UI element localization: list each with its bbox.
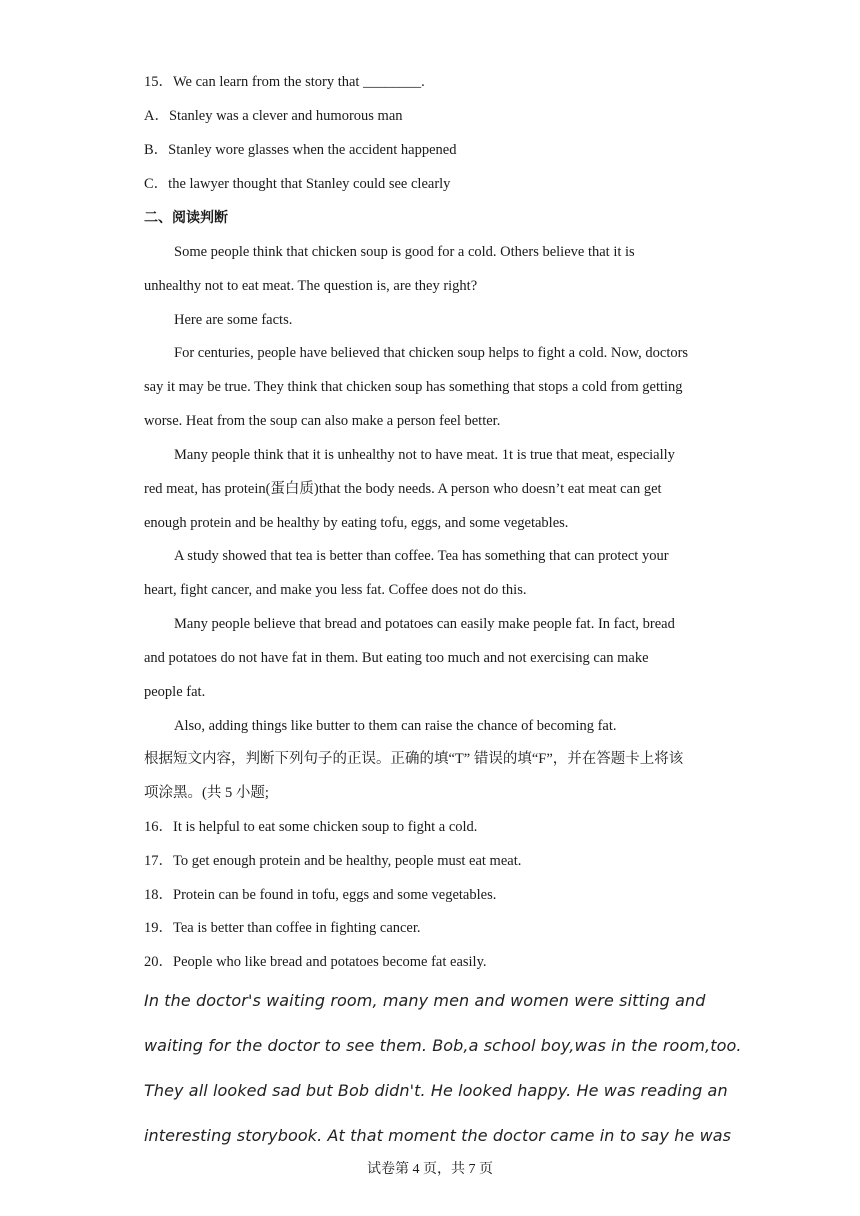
passage-line: unhealthy not to eat meat. The question is, are they right?: [144, 278, 478, 294]
handwritten-line: They all looked sad but Bob didn't. He looked happy. He was reading an: [144, 1081, 728, 1100]
passage-line: Many people believe that bread and potatoes can easily make people fat. In fact, bread: [174, 616, 675, 632]
page-footer: 试卷第 4 页，共 7 页: [367, 1162, 493, 1177]
question-15-stem: 15．We can learn from the story that ________.: [144, 74, 425, 90]
question-17: 17．To get enough protein and be healthy, people must eat meat.: [144, 853, 522, 869]
passage-line: people fat.: [144, 684, 206, 700]
passage-line: heart, fight cancer, and make you less fat. Coffee does not do this.: [144, 582, 527, 598]
passage-line: worse. Heat from the soup can also make a person feel better.: [144, 413, 501, 429]
passage-line: Also, adding things like butter to them can raise the chance of becoming fat.: [174, 718, 617, 734]
handwritten-line: interesting storybook. At that moment the doctor came in to say he was: [144, 1126, 732, 1145]
passage-line: Some people think that chicken soup is good for a cold. Others believe that it is: [174, 244, 635, 260]
passage-line: For centuries, people have believed that chicken soup helps to fight a cold. Now, doctors: [174, 345, 689, 361]
passage-line: A study showed that tea is better than coffee. Tea has something that can protect your: [174, 548, 669, 564]
option-b: B．Stanley wore glasses when the accident happened: [144, 142, 457, 158]
passage-line: say it may be true. They think that chicken soup has something that stops a cold from getting: [144, 379, 683, 395]
section-heading: 二、阅读判断: [144, 210, 228, 226]
handwritten-line: In the doctor's waiting room, many men and women were sitting and: [144, 991, 706, 1010]
question-18: 18．Protein can be found in tofu, eggs and some vegetables.: [144, 887, 497, 903]
option-c: C．the lawyer thought that Stanley could see clearly: [144, 176, 451, 192]
instruction-line: 项涂黑。(共 5 小题;: [144, 785, 269, 801]
passage-line: enough protein and be healthy by eating tofu, eggs, and some vegetables.: [144, 515, 569, 531]
instruction-line: 根据短文内容，判断下列句子的正误。正确的填“T” 错误的填“F”，并在答题卡上将该: [144, 751, 684, 767]
passage-line: and potatoes do not have fat in them. But eating too much and not exercising can make: [144, 650, 649, 666]
question-16: 16．It is helpful to eat some chicken soup to fight a cold.: [144, 819, 478, 835]
question-19: 19．Tea is better than coffee in fighting cancer.: [144, 920, 421, 936]
handwritten-line: waiting for the doctor to see them. Bob,a school boy,was in the room,too.: [144, 1036, 742, 1055]
passage-line: red meat, has protein(蛋白质)that the body needs. A person who doesn’t eat meat can get: [144, 481, 662, 497]
question-20: 20．People who like bread and potatoes become fat easily.: [144, 954, 487, 970]
passage-line: Many people think that it is unhealthy not to have meat. 1t is true that meat, especially: [174, 447, 675, 463]
option-a: A．Stanley was a clever and humorous man: [144, 108, 403, 124]
passage-line: Here are some facts.: [174, 312, 293, 328]
